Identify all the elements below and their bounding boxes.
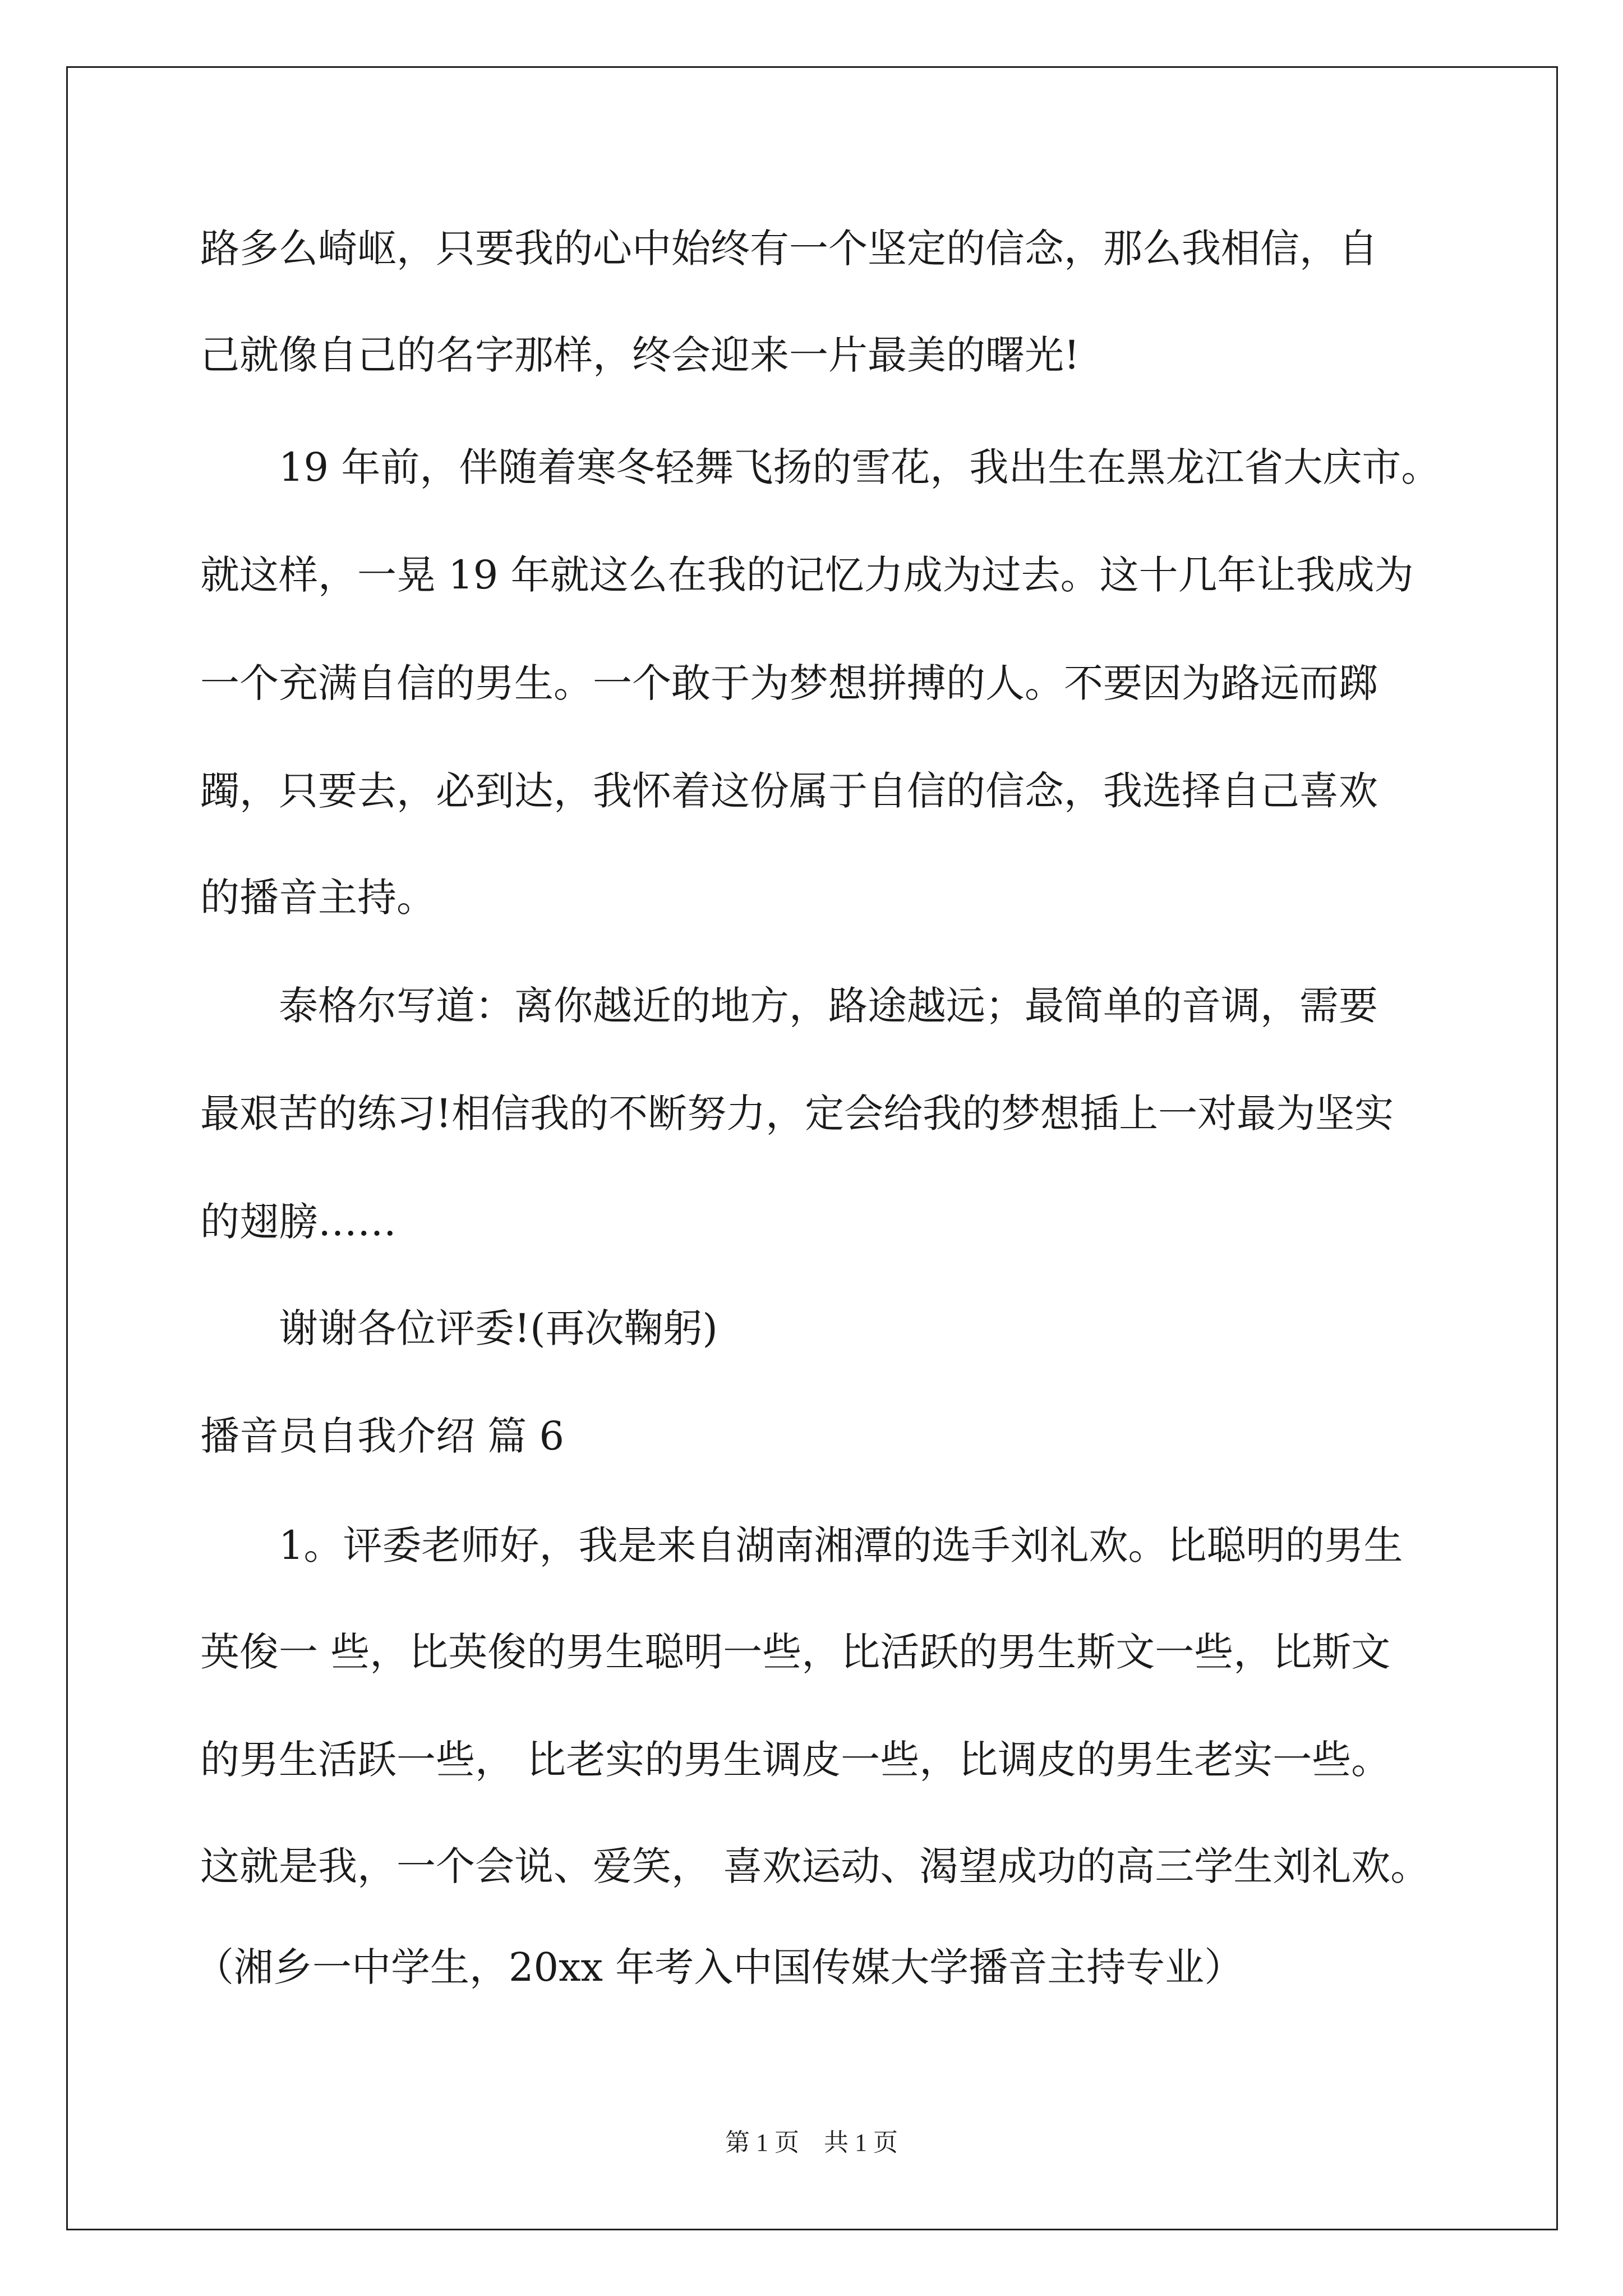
paragraph-line: 就这样，一晃 19 年就这么在我的记忆力成为过去。这十几年让我成为 [200, 552, 1414, 598]
paragraph-line: 己就像自己的名字那样，终会迎来一片最美的曙光! [200, 332, 1080, 378]
section-heading: 播音员自我介绍 篇 6 [200, 1413, 565, 1459]
paragraph-line: 19 年前，伴随着寒冬轻舞飞扬的雪花，我出生在黑龙江省大庆市。 [279, 444, 1441, 490]
paragraph-line: 路多么崎岖，只要我的心中始终有一个坚定的信念，那么我相信，自 [200, 226, 1378, 272]
paragraph-line: 最艰苦的练习!相信我的不断努力，定会给我的梦想插上一对最为坚实 [200, 1091, 1394, 1137]
paragraph-line: 这就是我，一个会说、爱笑， 喜欢运动、渴望成功的高三学生刘礼欢。 [200, 1843, 1430, 1889]
paragraph-line: （湘乡一中学生，20xx 年考入中国传媒大学播音主持专业） [195, 1944, 1244, 1990]
page-footer [0, 2131, 1623, 2155]
paragraph-line: 的播音主持。 [200, 875, 436, 921]
paragraph-line: 的翅膀…… [200, 1199, 396, 1245]
paragraph-line: 英俊一 些，比英俊的男生聪明一些，比活跃的男生斯文一些，比斯文 [200, 1629, 1391, 1675]
paragraph-line: 泰格尔写道：离你越近的地方，路途越远；最简单的音调，需要 [279, 983, 1378, 1029]
paragraph-line: 1。评委老师好，我是来自湖南湘潭的选手刘礼欢。比聪明的男生 [279, 1522, 1403, 1568]
paragraph-line: 谢谢各位评委!(再次鞠躬) [279, 1305, 718, 1351]
paragraph-line: 的男生活跃一些， 比老实的男生调皮一些，比调皮的男生老实一些。 [200, 1737, 1391, 1783]
page-number-label: 第 1 页 共 1 页 [725, 2129, 898, 2156]
paragraph-line: 躅，只要去，必到达，我怀着这份属于自信的信念，我选择自己喜欢 [200, 768, 1378, 814]
paragraph-line: 一个充满自信的男生。一个敢于为梦想拼搏的人。不要因为路远而踯 [200, 660, 1378, 706]
page-border [66, 66, 1558, 2230]
